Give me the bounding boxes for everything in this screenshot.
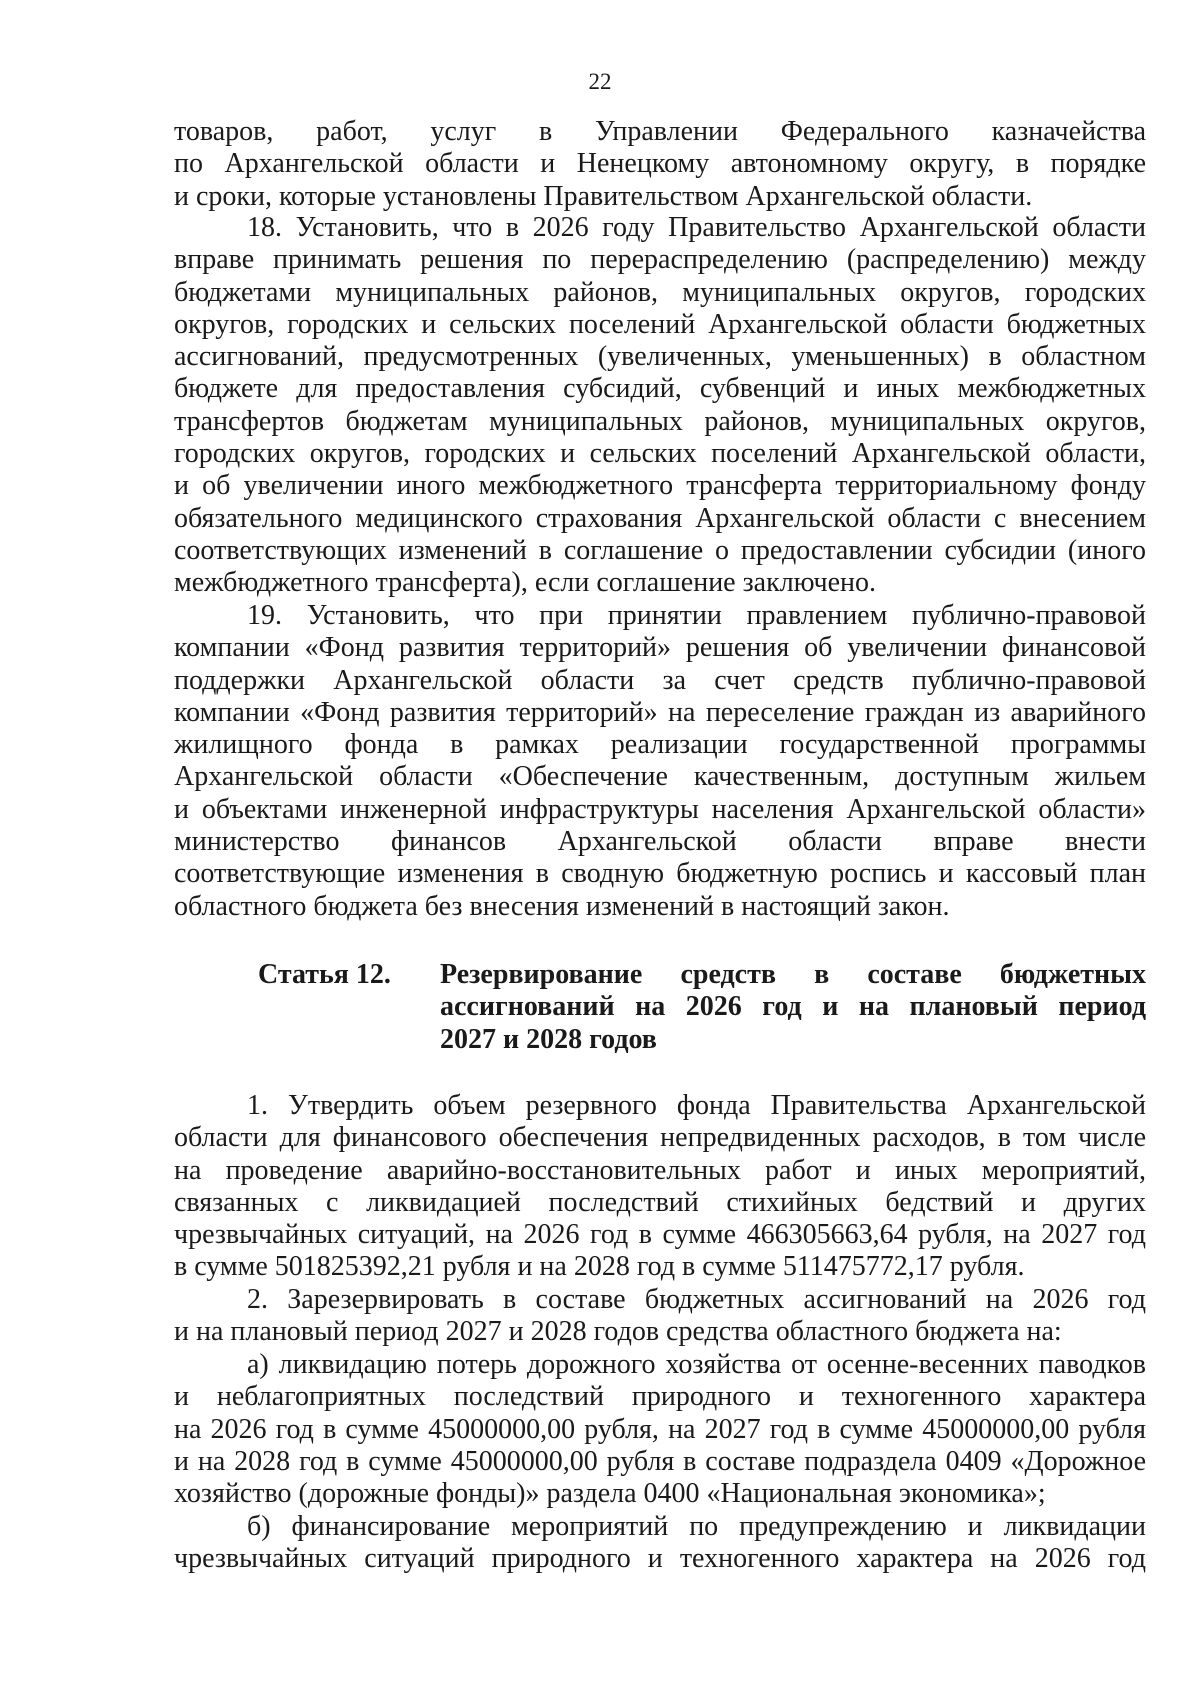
text-line: б) финансирование мероприятий по предупреждению и ликвидации <box>247 1511 1146 1542</box>
text-line: министерство финансов Архангельской области вправе внести <box>174 826 1146 858</box>
text-line: 19. Установить, что при принятии правлением публично-правовой <box>247 600 1146 631</box>
text-line: вправе принимать решения по перераспределению (распределению) между <box>174 244 1146 276</box>
text-line: хозяйство (дорожные фонды)» раздела 0400 «Национальная экономика»; <box>174 1478 1046 1510</box>
article-title-line: 2027 и 2028 годов <box>440 1023 657 1055</box>
paragraph-2 <box>174 1284 1146 1349</box>
text-line: обязательного медицинского страхования Архангельской области с внесением <box>174 502 1146 534</box>
article-number: Статья 12. <box>258 959 391 990</box>
text-line: областного бюджета без внесения изменений в настоящий закон. <box>174 890 950 922</box>
paragraph-2a <box>174 1349 1146 1510</box>
article-title-line: ассигнований на 2026 год и на плановый период <box>440 991 1146 1023</box>
text-line: и на плановый период 2027 и 2028 годов средства областного бюджета на: <box>174 1316 1062 1348</box>
text-line: городских округов, городских и сельских поселений Архангельской области, <box>174 438 1146 470</box>
text-line: жилищного фонда в рамках реализации государственной программы <box>174 729 1146 761</box>
text-line: компании «Фонд развития территорий» решения об увеличении финансовой <box>174 632 1146 664</box>
paragraph-18 <box>174 212 1146 600</box>
text-line: бюджетами муниципальных районов, муниципальных округов, городских <box>174 276 1146 308</box>
text-line: соответствующих изменений в соглашение о предоставлении субсидии (иного <box>174 534 1146 566</box>
text-line: бюджете для предоставления субсидий, субвенций и иных межбюджетных <box>174 373 1146 405</box>
page-number: 22 <box>588 69 612 94</box>
text-line: поддержки Архангельской области за счет средств публично-правовой <box>174 664 1146 696</box>
text-line: а) ликвидацию потерь дорожного хозяйства от осенне-весенних паводков <box>247 1349 1146 1380</box>
text-line: и на 2028 год в сумме 45000000,00 рубля в составе подраздела 0409 «Дорожное <box>174 1445 1146 1477</box>
text-line: и объектами инженерной инфраструктуры населения Архангельской области» <box>174 793 1146 825</box>
text-line: в сумме 501825392,21 рубля и на 2028 год в сумме 511475772,17 рубля. <box>174 1251 1025 1283</box>
text-line: Архангельской области «Обеспечение качественным, доступным жильем <box>174 761 1146 793</box>
text-line: 18. Установить, что в 2026 году Правительство Архангельской области <box>247 212 1146 243</box>
article-title <box>440 959 1146 1056</box>
paragraph-19 <box>174 600 1146 923</box>
text-line: чрезвычайных ситуаций природного и техногенного характера на 2026 год <box>174 1543 1146 1575</box>
text-line: и об увеличении иного межбюджетного трансферта территориальному фонду <box>174 470 1146 502</box>
text-line: соответствующие изменения в сводную бюджетную роспись и кассовый план <box>174 858 1146 890</box>
continuation-paragraph <box>174 116 1146 213</box>
text-line: межбюджетного трансферта), если соглашение заключено. <box>174 567 877 599</box>
text-line: на 2026 год в сумме 45000000,00 рубля, на 2027 год в сумме 45000000,00 рубля <box>174 1413 1146 1445</box>
text-line: ассигнований, предусмотренных (увеличенных, уменьшенных) в областном <box>174 341 1146 373</box>
text-line: 1. Утвердить объем резервного фонда Правительства Архангельской <box>247 1090 1146 1121</box>
text-line: и сроки, которые установлены Правительством Архангельской области. <box>174 180 1033 212</box>
text-line: области для финансового обеспечения непредвиденных расходов, в том числе <box>174 1122 1146 1154</box>
article-title-line: Резервирование средств в составе бюджетных <box>440 959 1146 990</box>
paragraph-2b <box>174 1511 1146 1576</box>
text-line: и неблагоприятных последствий природного и техногенного характера <box>174 1381 1146 1413</box>
text-line: трансфертов бюджетам муниципальных районов, муниципальных округов, <box>174 405 1146 437</box>
text-line: округов, городских и сельских поселений Архангельской области бюджетных <box>174 308 1146 340</box>
text-line: связанных с ликвидацией последствий стихийных бедствий и других <box>174 1186 1146 1218</box>
text-line: 2. Зарезервировать в составе бюджетных ассигнований на 2026 год <box>247 1284 1146 1315</box>
text-line: товаров, работ, услуг в Управлении Федерального казначейства <box>174 116 1146 147</box>
text-line: на проведение аварийно-восстановительных работ и иных мероприятий, <box>174 1154 1146 1186</box>
text-line: по Архангельской области и Ненецкому автономному округу, в порядке <box>174 148 1146 180</box>
paragraph-1 <box>174 1090 1146 1284</box>
text-line: компании «Фонд развития территорий» на переселение граждан из аварийного <box>174 696 1146 728</box>
text-line: чрезвычайных ситуаций, на 2026 год в сумме 466305663,64 рубля, на 2027 год <box>174 1219 1146 1251</box>
